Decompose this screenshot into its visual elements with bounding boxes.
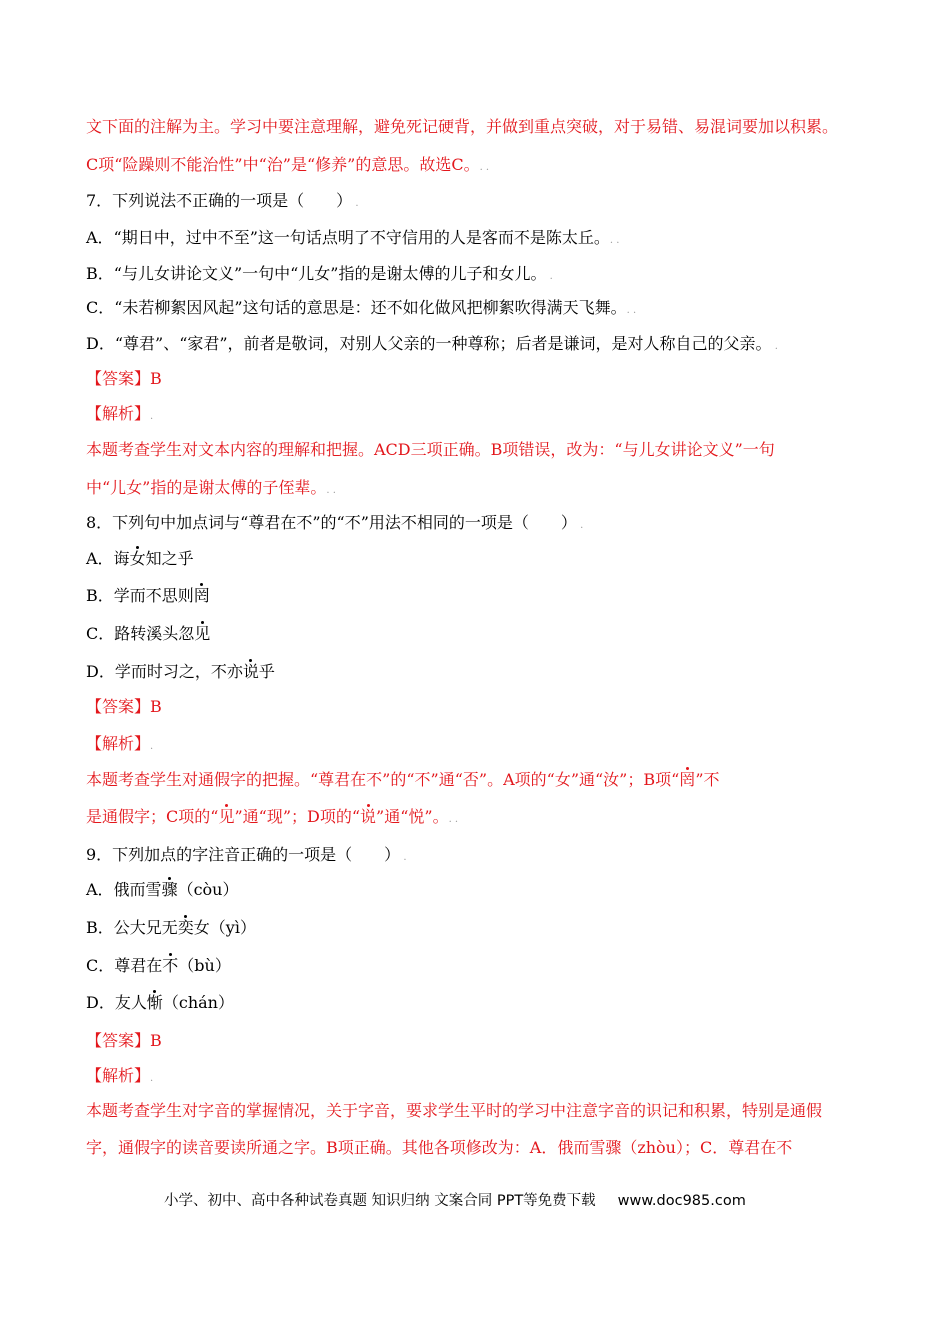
option-b: B．“与儿女讲论文义”一句中“儿女”指的是谢太傅的儿子和女儿。 . — [86, 264, 553, 283]
analysis-label: 【解析】. — [86, 734, 154, 753]
emphasis-dot-char: 惭 — [146, 993, 163, 1012]
emphasis-dot-char: 骤 — [161, 880, 178, 899]
option-c: C．“未若柳絮因风起”这句话的意思是：还不如化做风把柳絮吹得满天飞舞。. . — [86, 298, 637, 317]
question-8: 8．下列句中加点词与“尊君在不”的“不”用法不相同的一项是（ ） . — [86, 513, 584, 532]
option-d: D．“尊君”、“家君”，前者是敬词，对别人父亲的一种尊称；后者是谦词，是对人称自己的父亲。 . — [86, 334, 778, 353]
emphasis-dot-char: 见 — [218, 807, 235, 826]
emphasis-dot-char: 罔 — [679, 770, 696, 789]
footer-link[interactable]: www.doc985.com — [617, 1193, 746, 1209]
question-7: 7．下列说法不正确的一项是（ ） . — [86, 191, 359, 210]
answer-label: 【答案】B — [86, 697, 162, 716]
analysis-text: 字，通假字的读音要读所通之字。B项正确。其他各项修改为：A．俄而雪骤（zhòu）；C．尊君在不 — [86, 1138, 793, 1157]
option-d: D．友人惭（chán） — [86, 993, 234, 1012]
analysis-text: 中“儿女”指的是谢太傅的子侄辈。. . — [86, 478, 336, 497]
emphasis-dot-char: 奕 — [177, 918, 194, 937]
option-a: A．诲女知之乎 — [86, 549, 194, 568]
emphasis-dot-char: 罔 — [193, 586, 210, 605]
analysis-label: 【解析】. — [86, 404, 154, 423]
option-c: C．路转溪头忽见 — [86, 624, 211, 643]
page-footer — [164, 1191, 746, 1211]
option-b: B．学而不思则罔 — [86, 586, 210, 605]
emphasis-dot-char: 说 — [242, 662, 259, 681]
analysis-text: 本题考查学生对文本内容的理解和把握。ACD三项正确。B项错误，改为：“与儿女讲论文义”一句 — [86, 440, 775, 459]
emphasis-dot-char: 说 — [360, 807, 377, 826]
emphasis-dot-char: 不 — [162, 956, 179, 975]
emphasis-dot-char: 见 — [194, 624, 211, 643]
option-a: A．“期日中，过中不至”这一句话点明了不守信用的人是客而不是陈太丘。. . — [86, 228, 620, 247]
answer-label: 【答案】B — [86, 1031, 162, 1050]
analysis-text: 本题考查学生对通假字的把握。“尊君在不”的“不”通“否”。A项的“女”通“汝”；B项“罔”不 — [86, 770, 720, 789]
answer-label: 【答案】B — [86, 369, 162, 388]
text-line: C项“险躁则不能治性”中“治”是“修养”的意思。故选C。. . — [86, 155, 490, 174]
option-c: C．尊君在不（bù） — [86, 956, 231, 975]
option-a: A．俄而雪骤（còu） — [86, 880, 239, 899]
emphasis-dot-char: 女 — [129, 549, 146, 568]
analysis-text: 本题考查学生对字音的掌握情况，关于字音，要求学生平时的学习中注意字音的识记和积累，特别是通假 — [86, 1101, 823, 1120]
analysis-text: 是通假字；C项的“见”通“现”；D项的“说”通“悦”。. . — [86, 807, 459, 826]
option-d: D．学而时习之，不亦说乎 — [86, 662, 275, 681]
question-9: 9．下列加点的字注音正确的一项是（ ） . — [86, 845, 407, 864]
analysis-label: 【解析】. — [86, 1066, 154, 1085]
option-b: B．公大兄无奕女（yì） — [86, 918, 256, 937]
text-line: 文下面的注解为主。学习中要注意理解，避免死记硬背，并做到重点突破，对于易错、易混词要加以积累。 — [86, 117, 839, 136]
footer-text: 小学、初中、高中各种试卷真题 知识归纳 文案合同 PPT等免费下载 — [164, 1193, 596, 1209]
